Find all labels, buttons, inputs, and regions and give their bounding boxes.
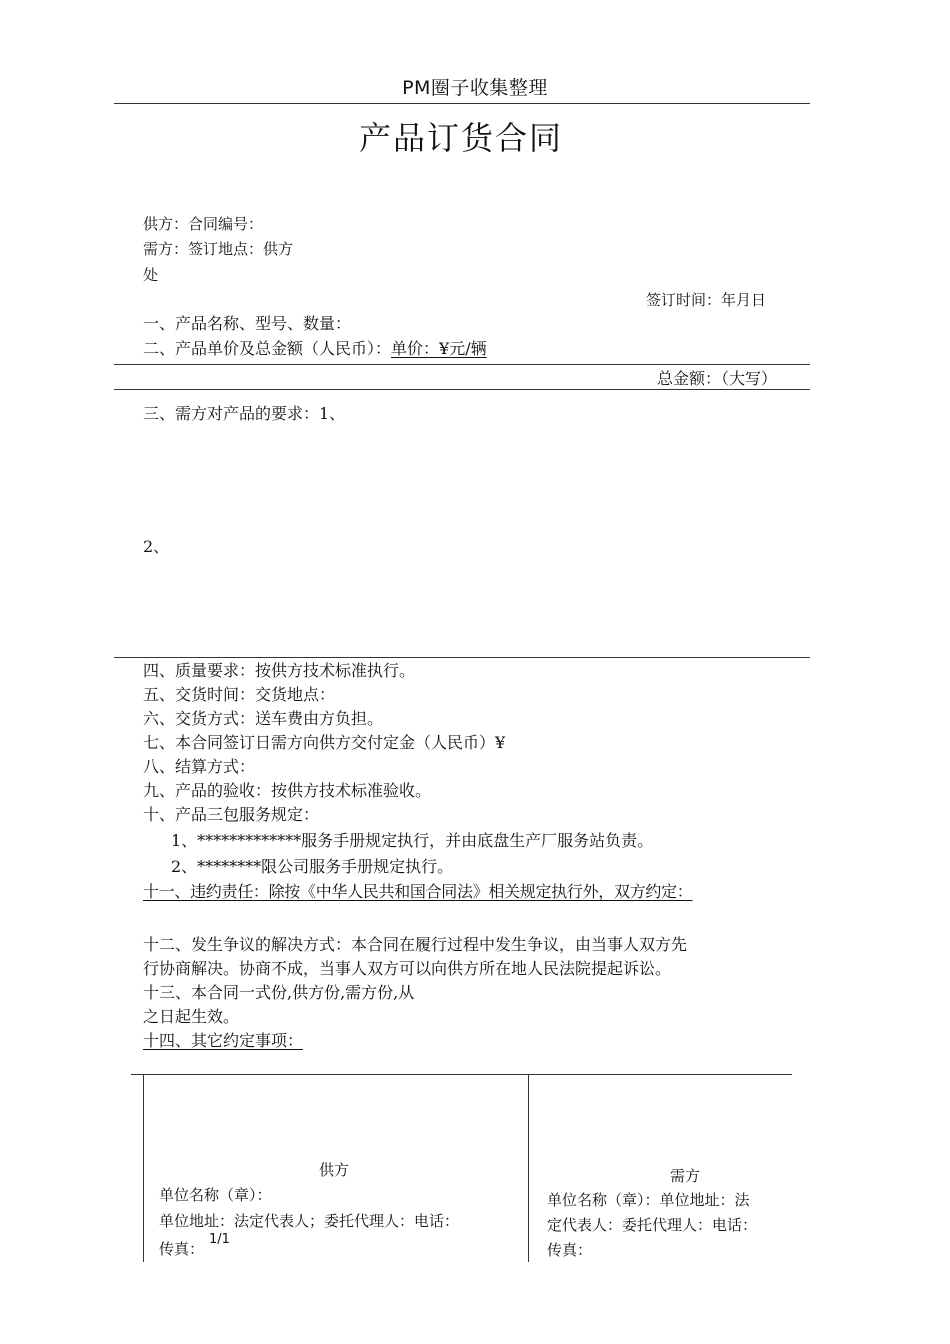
section-12-line-2: 行协商解决。协商不成，当事人双方可以向供方所在地人民法院提起诉讼。 xyxy=(143,959,672,978)
section-7: 七、本合同签订日需方向供方交付定金（人民币）¥ xyxy=(143,733,506,752)
supplier-signature-title: 供方 xyxy=(319,1161,350,1179)
buyer-fax: 传真： xyxy=(547,1241,593,1259)
section-3: 三、需方对产品的要求：1、 xyxy=(143,404,346,423)
page-title: 产品订货合同 xyxy=(358,119,563,157)
supplier-contract-no: 供方：合同编号： xyxy=(143,215,264,233)
unit-price: 单价：¥元/辆 xyxy=(391,339,487,358)
section-3-rule xyxy=(114,657,810,658)
buyer-unit-address: 单位名称（章）：单位地址：法 xyxy=(547,1191,750,1209)
section-12-line-1: 十二、发生争议的解决方式：本合同在履行过程中发生争议，由当事人双方先 xyxy=(143,935,688,954)
section-8: 八、结算方式： xyxy=(143,757,256,776)
section-5: 五、交货时间：交货地点： xyxy=(143,685,336,704)
supplier-address-reps: 单位地址：法定代表人；委托代理人：电话： xyxy=(159,1212,460,1230)
section-13-line-2: 之日起生效。 xyxy=(143,1007,240,1026)
document-header: PM圈子收集整理 xyxy=(402,77,548,99)
buyer-sign-place: 需方：签订地点：供方 xyxy=(143,240,294,258)
section-9: 九、产品的验收：按供方技术标准验收。 xyxy=(143,781,432,800)
section-1: 一、产品名称、型号、数量： xyxy=(143,314,352,333)
section-3-item-2: 2、 xyxy=(143,537,170,556)
section-11: 十一、违约责任：除按《中华人民共和国合同法》相关规定执行外，双方约定： xyxy=(143,882,693,901)
signature-table-top-rule xyxy=(131,1074,792,1075)
section-10-item-1: 1、*************服务手册规定执行，并由底盘生产厂服务站负责。 xyxy=(171,831,654,850)
buyer-reps: 定代表人：委托代理人：电话： xyxy=(547,1216,758,1234)
section-2-label: 二、产品单价及总金额（人民币）： xyxy=(143,339,392,358)
signature-table-left-border xyxy=(143,1074,144,1262)
section-4: 四、质量要求：按供方技术标准执行。 xyxy=(143,661,416,680)
section-13-line-1: 十三、本合同一式份,供方份,需方份,从 xyxy=(143,983,415,1002)
buyer-signature-title: 需方 xyxy=(670,1167,701,1185)
header-rule xyxy=(114,103,810,104)
section-10: 十、产品三包服务规定： xyxy=(143,805,320,824)
section-6: 六、交货方式：送车费由方负担。 xyxy=(143,709,384,728)
total-amount: 总金额：（大写） xyxy=(657,369,778,388)
section-14: 十四、其它约定事项： xyxy=(143,1031,304,1050)
supplier-fax: 传真： xyxy=(159,1240,205,1258)
supplier-unit-name: 单位名称（章）： xyxy=(159,1186,272,1204)
sign-time: 签订时间：年月日 xyxy=(646,291,767,309)
parties-continuation: 处 xyxy=(143,266,159,284)
page-number: 1/1 xyxy=(209,1232,230,1247)
section-2 xyxy=(143,337,487,361)
section-10-item-2: 2、********限公司服务手册规定执行。 xyxy=(171,857,454,876)
total-rule xyxy=(114,389,810,390)
signature-table-divider xyxy=(528,1074,529,1262)
price-rule xyxy=(114,364,810,365)
